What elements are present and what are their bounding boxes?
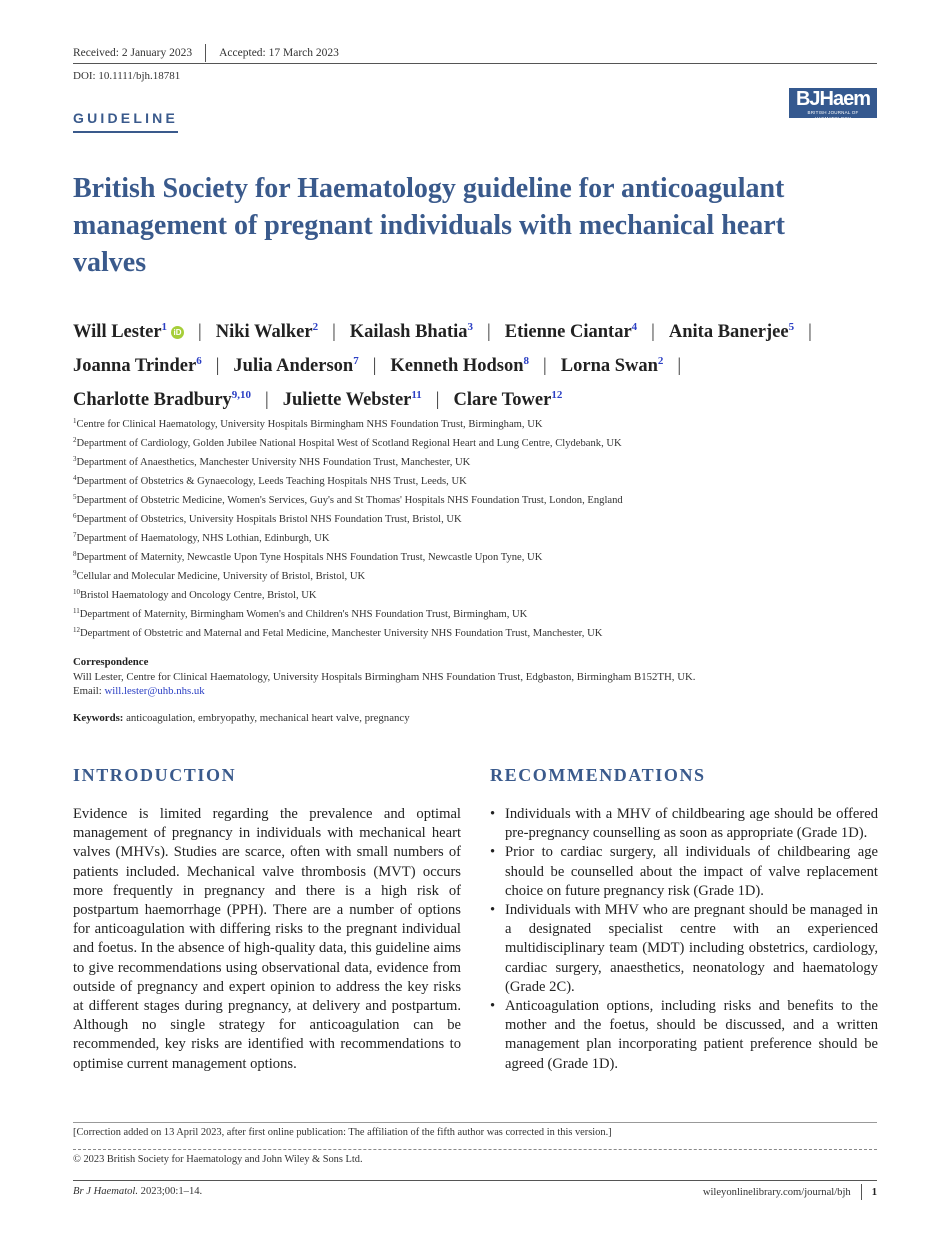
author: Etienne Ciantar$^4$ (504, 321, 638, 342)
footer-right (703, 1184, 877, 1200)
author-affiliation-ref[interactable]: 2 (657, 355, 664, 367)
author: Niki Walker$^2$ (215, 321, 319, 342)
author: Kenneth Hodson$^8$ (390, 355, 530, 376)
author-affiliation-ref[interactable]: 5 (788, 321, 795, 333)
keywords (73, 712, 410, 724)
footer-separator (861, 1184, 862, 1200)
author: Julia Anderson$^7$ (233, 355, 359, 376)
author-affiliation-ref[interactable]: 9,10 (231, 389, 252, 401)
author: Kailash Bhatia$^3$ (349, 321, 474, 342)
header-rule (73, 63, 877, 64)
author: Will Lester$^1$ iD (73, 322, 184, 342)
author-separator: | (651, 322, 655, 342)
page-number: 1 (871, 1186, 877, 1198)
footer-rule (73, 1180, 877, 1181)
keywords-text: anticoagulation, embryopathy, mechanical heart valve, pregnancy (126, 712, 410, 724)
recommendation-item: • Individuals with a MHV of childbearing age should be offered pre-pregnancy counselling as soon as appropriate (Grade 1D). (490, 805, 878, 843)
author-separator: | (265, 390, 269, 410)
author-list (73, 313, 883, 415)
author-separator: | (435, 390, 440, 410)
recommendations-list (490, 805, 878, 1074)
email-label: Email: (73, 685, 102, 697)
affiliation: $^2$Department of Cardiology, Golden Jubilee National Hospital West of Scotland Regional Heart and Lung Centre, Clydebank, UK (73, 436, 622, 449)
affiliation: $^3$Department of Anaesthetics, Manchester University NHS Foundation Trust, Manchester, UK (73, 455, 471, 468)
author: Charlotte Bradbury$^{9,10}$ (73, 389, 252, 410)
author-affiliation-ref[interactable]: 7 (353, 355, 359, 367)
affiliation: $^4$Department of Obstetrics & Gynaecology, Leeds Teaching Hospitals NHS Trust, Leeds, UK (73, 474, 467, 487)
copyright: © 2023 British Society for Haematology and John Wiley & Sons Ltd. (73, 1154, 363, 1165)
journal-logo (789, 88, 877, 121)
journal-abbrev: Br J Haematol. (73, 1186, 139, 1197)
author: Anita Banerjee$^5$ (668, 321, 795, 342)
affiliation: $^{11}$Department of Maternity, Birmingham Women's and Children's NHS Foundation Trust, Birmingham, UK (73, 607, 528, 620)
author-affiliation-ref[interactable]: 6 (196, 355, 202, 367)
author-affiliation-ref[interactable]: 8 (523, 355, 530, 367)
author-affiliation-ref[interactable]: 1 (161, 321, 168, 333)
journal-logo-subtitle: BRITISH JOURNAL OF HAEMATOLOGY (807, 110, 859, 121)
article-title: British Society for Haematology guideline for anticoagulant management of pregnant individuals with mechanical heart valves (73, 173, 785, 278)
correspondence-address: Will Lester, Centre for Clinical Haematology, University Hospitals Birmingham NHS Foundation Trust, Edgbaston, Birmingham B152TH, UK. (73, 670, 696, 683)
author: Lorna Swan$^2$ (560, 355, 664, 376)
author-separator: | (543, 356, 547, 376)
received-date: Received: 2 January 2023 (73, 47, 193, 59)
author-separator: | (372, 356, 377, 376)
author-separator: | (487, 322, 491, 342)
date-separator (205, 44, 206, 62)
affiliation: $^8$Department of Maternity, Newcastle Upon Tyne Hospitals NHS Foundation Trust, Newcastle Upon Tyne, UK (73, 550, 543, 563)
author-affiliation-ref[interactable]: 4 (631, 321, 638, 333)
recommendation-item: • Individuals with MHV who are pregnant should be managed in a designated specialist centre with an experienced multidisciplinary team (MDT) including obstetrics, cardiology, cardiac surgery, anaesthetics, neonatology and haematology (Grade 2C). (490, 901, 878, 997)
author: Juliette Webster$^{11}$ (282, 389, 422, 410)
author-affiliation-ref[interactable]: 3 (467, 321, 474, 333)
footer-citation (73, 1186, 202, 1197)
footnote-rule (73, 1122, 877, 1123)
doi: DOI: 10.1111/bjh.18781 (73, 70, 181, 82)
author-affiliation-ref[interactable]: 11 (411, 389, 422, 401)
affiliation: $^{12}$Department of Obstetric and Maternal and Fetal Medicine, Manchester University NHS Foundation Trust, Manchester, UK (73, 626, 603, 639)
affiliation: $^5$Department of Obstetric Medicine, Women's Services, Guy's and St Thomas' Hospitals NHS Foundation Trust, London, England (73, 493, 623, 506)
author-separator: | (215, 356, 220, 376)
correspondence-label: Correspondence (73, 656, 149, 668)
affiliation: $^9$Cellular and Molecular Medicine, University of Bristol, Bristol, UK (73, 569, 366, 582)
author: Joanna Trinder$^6$ (73, 355, 202, 376)
footnote-divider (73, 1149, 877, 1150)
article-dates (73, 44, 339, 62)
article-type: GUIDELINE (73, 110, 178, 133)
author-separator: | (808, 322, 812, 342)
journal-url[interactable]: wileyonlinelibrary.com/journal/bjh (702, 1186, 851, 1198)
accepted-date: Accepted: 17 March 2023 (219, 47, 339, 59)
author: Clare Tower$^{12}$ (453, 389, 563, 410)
keywords-label: Keywords: (73, 712, 124, 724)
author-separator: | (677, 356, 682, 376)
introduction-text: Evidence is limited regarding the prevalence and optimal management of pregnancy in individuals with mechanical heart valves (MHVs). Studies are scarce, often with small numbers of patients included. Mechanical valve thrombosis (MVT) occurs more frequently in pregnancy and there is a high risk of postpartum haemorrhage (PPH). There are a number of options for anticoagulation with differing risks to the pregnant individual and foetus. In the absence of high-quality data, this guideline aims to give recommendations using observational data, evidence from outside of pregnancy and expert opinion to address the key risks at different stages during pregnancy, at delivery and postpartum. Although no single strategy for anticoagulation can be recommended, key risks are identified with recommendations to optimise current management options. (73, 806, 461, 1072)
author-affiliation-ref[interactable]: 12 (551, 389, 563, 401)
author-separator: | (332, 322, 336, 342)
citation-detail: 2023;00:1–14. (138, 1186, 203, 1197)
affiliation-list (73, 414, 883, 642)
introduction-heading: INTRODUCTION (73, 765, 237, 785)
affiliation: $^1$Centre for Clinical Haematology, University Hospitals Birmingham NHS Foundation Trust, Birmingham, UK (73, 417, 543, 430)
recommendation-item: • Anticoagulation options, including risks and benefits to the mother and the foetus, should be discussed, and a written management plan incorporating patient preference should be agreed (Grade 1D). (490, 997, 878, 1074)
affiliation: $^7$Department of Haematology, NHS Lothian, Edinburgh, UK (73, 531, 330, 544)
email-link[interactable]: will.lester@uhb.nhs.uk (104, 685, 205, 697)
recommendation-item: • Prior to cardiac surgery, all individuals of childbearing age should be counselled about the impact of valve replacement choice on future pregnancy risk (Grade 1D). (490, 843, 878, 901)
author-affiliation-ref[interactable]: 2 (312, 321, 319, 333)
journal-logo-text: BJHaem (795, 88, 871, 110)
recommendations-heading: RECOMMENDATIONS (490, 765, 706, 785)
orcid-icon[interactable]: iD (171, 326, 184, 339)
author-separator: | (198, 322, 202, 342)
affiliation: $^6$Department of Obstetrics, University Hospitals Bristol NHS Foundation Trust, Bristol, UK (73, 512, 462, 525)
correspondence (73, 655, 883, 699)
correction-note: [Correction added on 13 April 2023, after first online publication: The affiliation of the fifth author was corrected in this version.] (73, 1127, 612, 1138)
affiliation: $^{10}$Bristol Haematology and Oncology Centre, Bristol, UK (73, 588, 317, 601)
